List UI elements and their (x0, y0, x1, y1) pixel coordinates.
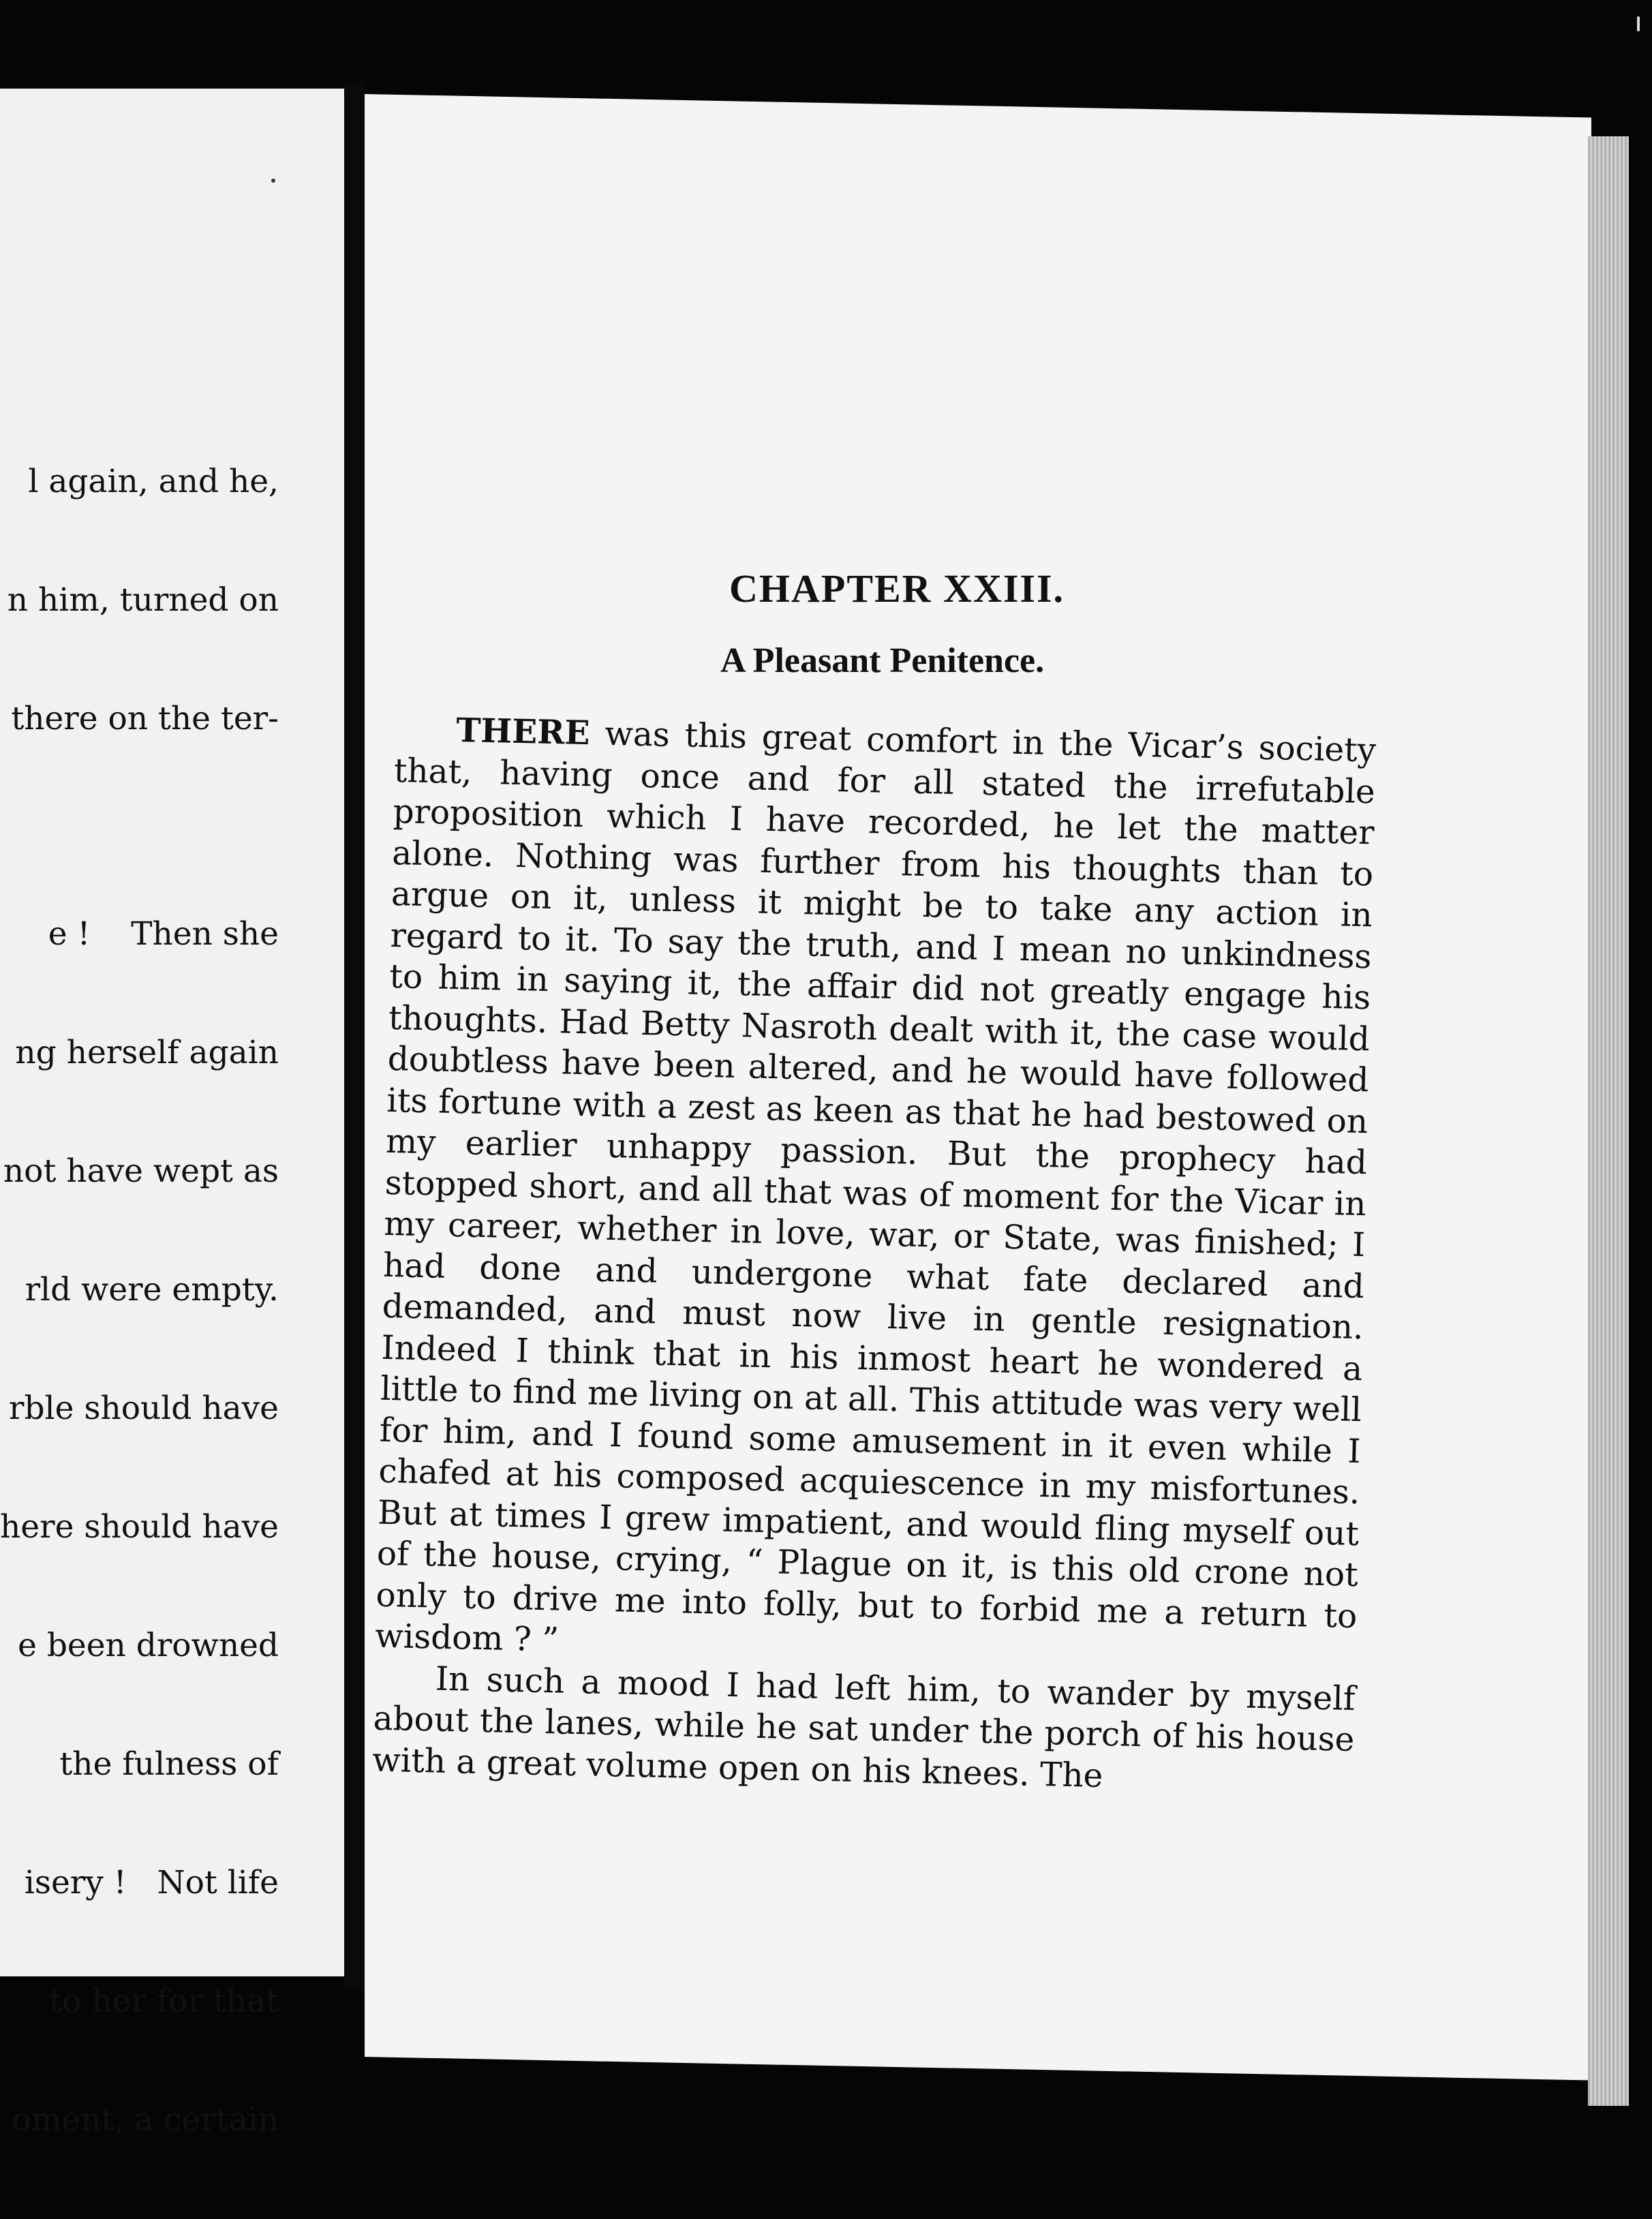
left-line: oment, a certain (12, 2101, 279, 2139)
left-line: to her for that (39, 1983, 279, 2020)
chapter-subtitle: A Pleasant Penitence. (720, 641, 1045, 680)
left-line: n him, turned on (7, 581, 279, 619)
chapter-title: CHAPTER XXIII. (729, 566, 1065, 611)
left-line: ng herself again (15, 1034, 279, 1071)
paragraph-text: In such a mood I had left him, to wander by myself about the lanes, while he sat under the porch of his house with a great volume open on his knees. The (371, 1659, 1356, 1795)
chapter-body (372, 709, 1377, 1802)
paragraph (372, 1657, 1356, 1802)
left-paragraph-gap (0, 818, 279, 836)
left-line: here should have (0, 1508, 279, 1546)
left-page-text (0, 383, 279, 2219)
book-gutter (344, 82, 365, 1990)
dust-speck (1637, 16, 1640, 31)
left-line: not have wept as (3, 1152, 279, 1190)
dust-speck (271, 179, 275, 183)
left-page (0, 89, 347, 2139)
left-line: e ! Then she (48, 915, 279, 953)
page-edges (1588, 136, 1629, 2106)
left-line: e been drowned (18, 1627, 279, 1664)
paragraph-text: was this great comfort in the Vicar’s society that, having once and for all stated the irrefutable proposition which I have recorded, he let the matter alone. Nothing was further from his thoughts than to argue on it, unless it might be to take any action in regard to it. To say the truth, and I mean no unkindness to him in saying it, the affair did not greatly engage his thoughts. Had Betty Nasroth dealt with it, the case would doubtless have been altered, and he would have followed its fortune with a zest as keen as that he had bestowed on my earlier unhappy passion. But the prophecy had stopped short, and all that was of moment for the Vicar in my career, whether in love, war, or State, was finished; I had done and undergone what fate declared and demanded, and must now live in gentle resignation. Indeed I think that in his inmost heart he wondered a little to find me living on at all. This attitude was very well for him, and I found some amusement in it even while I chafed at his composed acquiescence in my misfortunes. But at times I grew impatient, and would fling myself out of the house, crying, “ Plague on it, is this old crone not only to drive me into folly, but to forbid me a return to wisdom ? ” (374, 714, 1377, 1659)
left-line: rld were empty. (25, 1271, 279, 1309)
left-line: isery ! Not life (24, 1864, 279, 1901)
paragraph (375, 709, 1377, 1679)
left-line: l again, and he, (28, 463, 279, 500)
opening-word: THERE (455, 710, 591, 753)
left-line: there on the ter- (11, 700, 279, 737)
left-line: the fulness of (49, 1745, 279, 1783)
left-line: rble should have (8, 1390, 279, 1427)
